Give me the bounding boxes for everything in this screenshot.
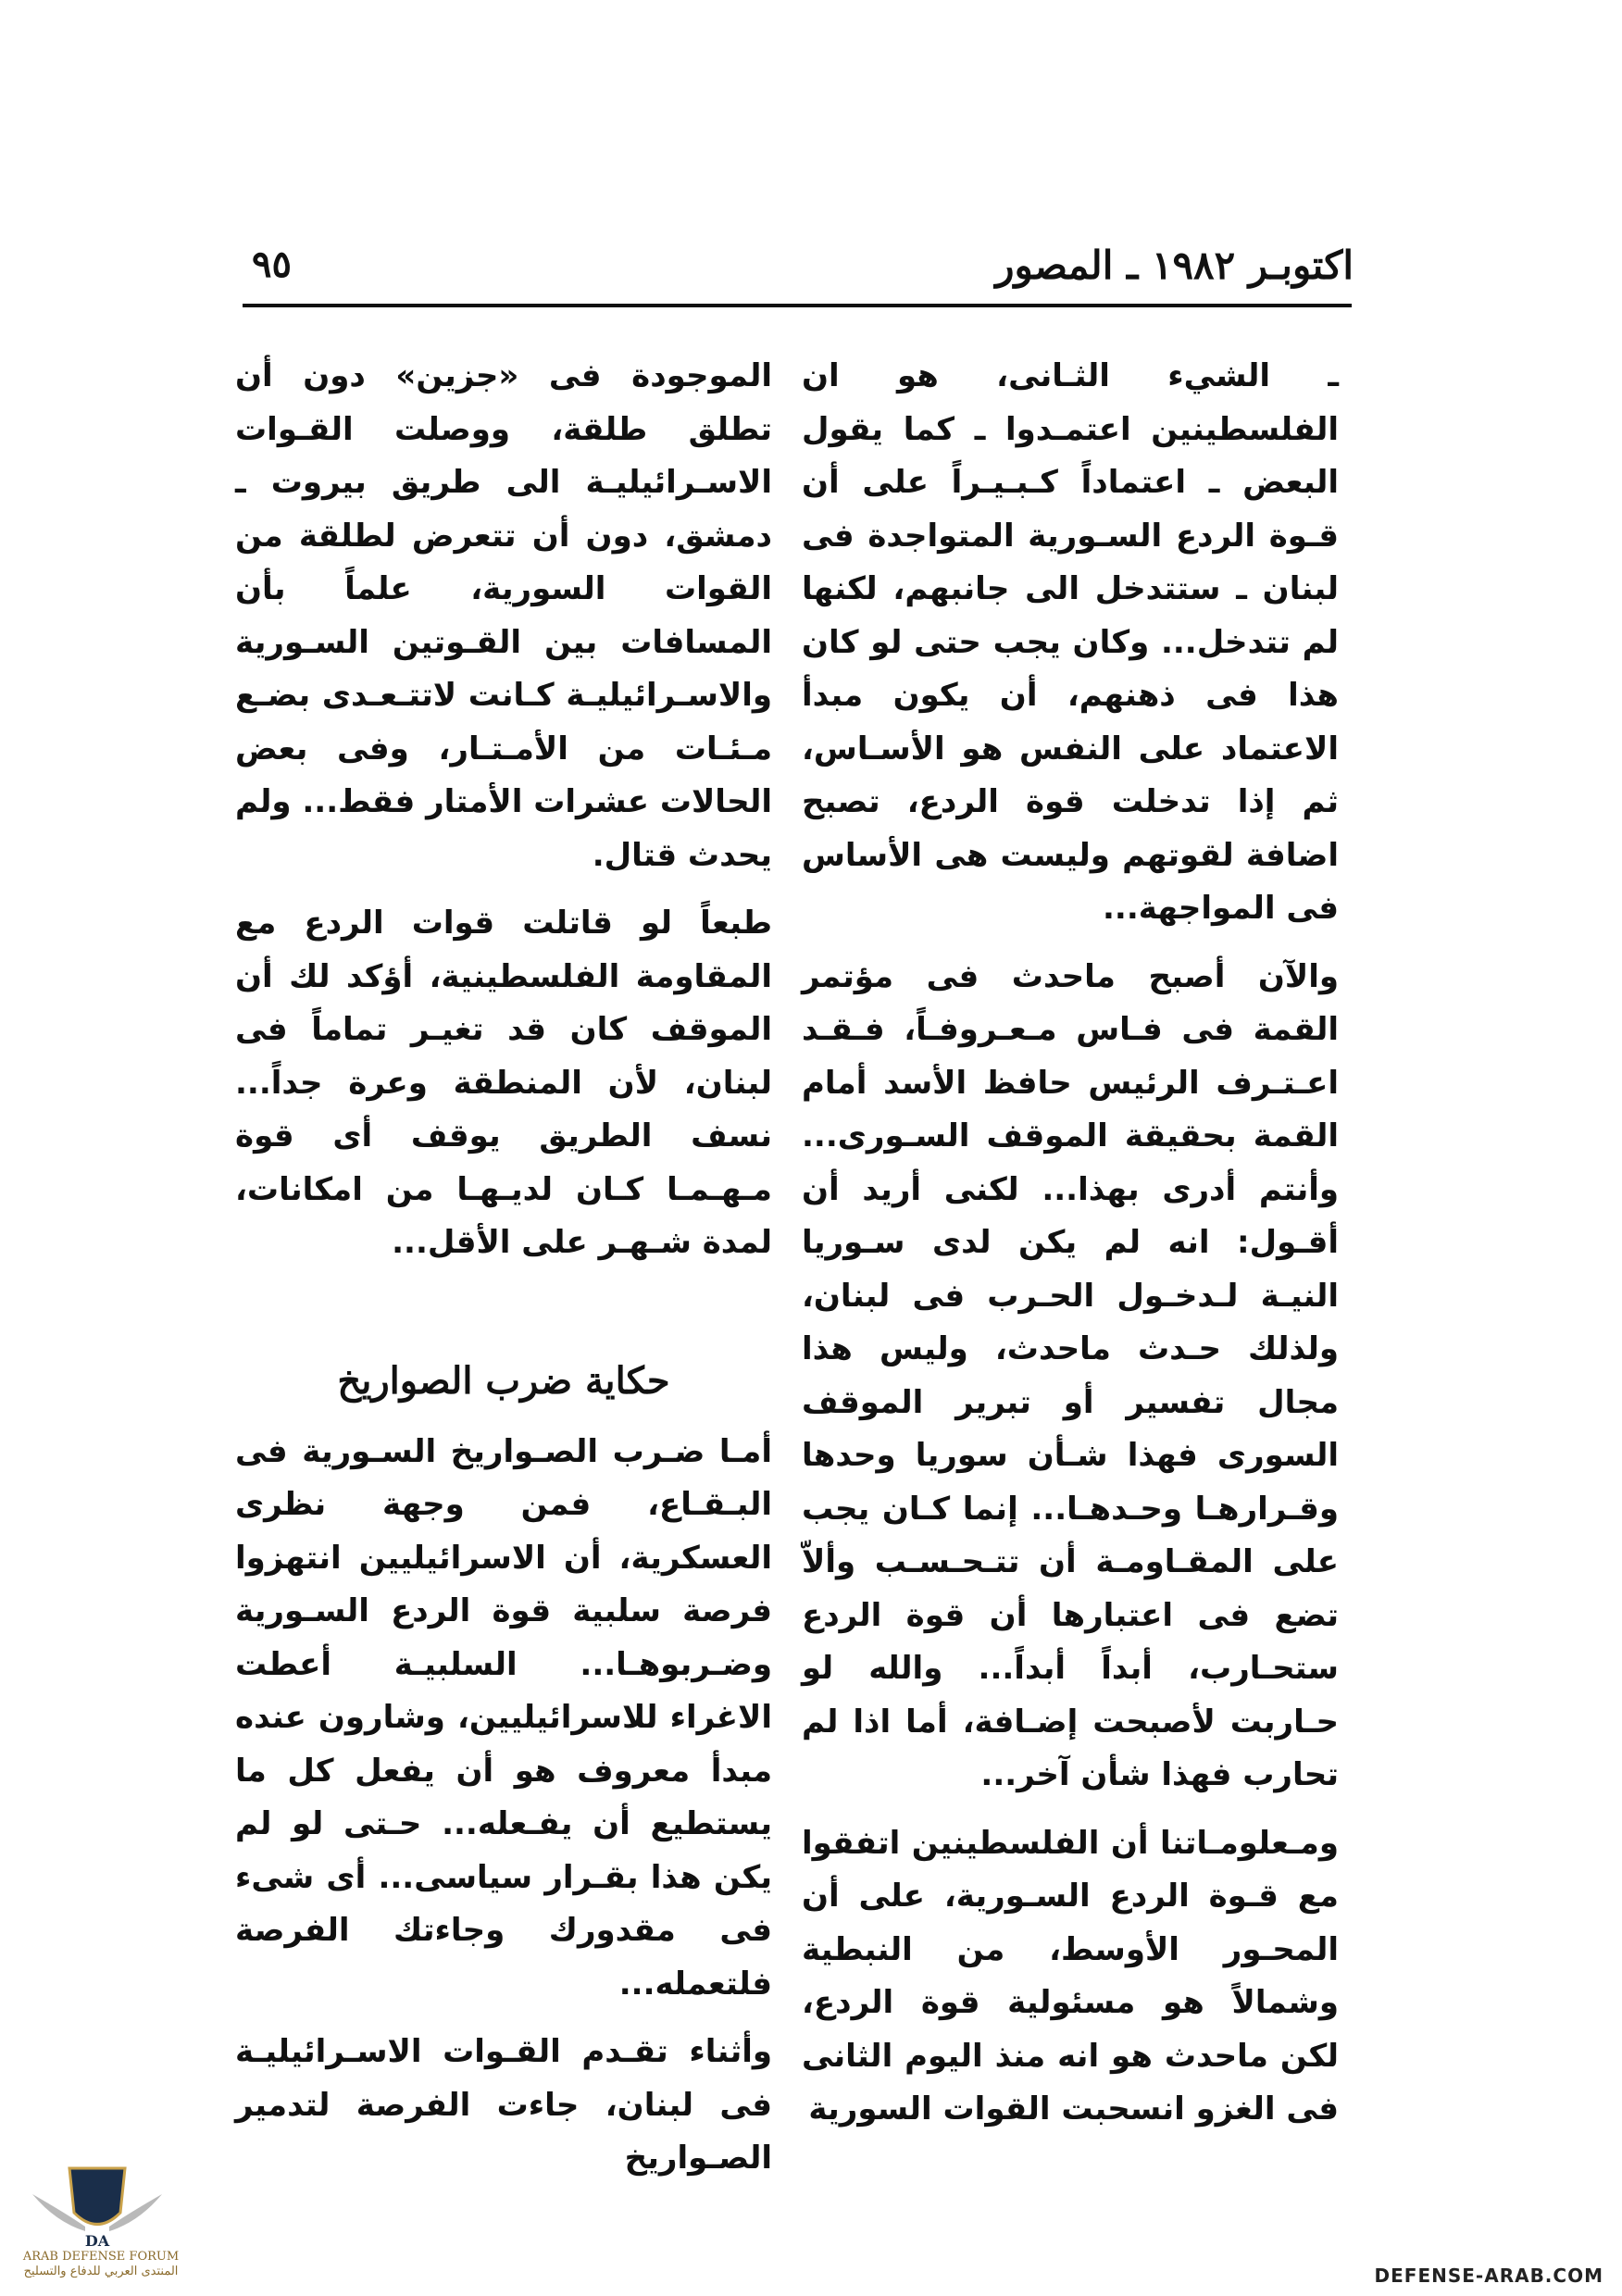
logo-caption-en: ARAB DEFENSE FORUM [22,2250,180,2264]
paragraph: وأثناء تقـدم القـوات الاسـرائيليـة فى لبنان، جاءت الفرصة لتدمير الصـواريخ [235,2033,772,2177]
page-number: ٩٥ [252,243,292,286]
paragraph: الموجودة فى «جزين» دون أن تطلق طلقة، ووصلت القـوات الاسـرائيليـة الى طريق بيروت ـ دمشق، دون أن تتعرض لطلقة من القوات السورية، علماً بأن المسافات بين القـوتين السـورية والاسـرائيليـة كـانت لاتتـعـدى بضـع مـئـات من الأمـتـار، وفى بعض الحالات عشرات الأمتار فقط... ولم يحدث قتال. [234,357,772,874]
header-title: اكتوبـر ١٩٨٢ ـ المصور [995,243,1354,288]
header-rule [243,304,1352,307]
left-column [235,350,772,2186]
paragraph: ـ الشيء الثـانى، هو ان الفلسطينين اعتمـدوا ـ كما يقول البعض ـ اعتماداً كـبـيـراً على أن قـوة الردع السـورية المتواجدة فى لبنان ـ ستتدخل الى جانبهم، لكنها لم تتدخل... وكان يجب حتى لو كان هذا فى ذهنهم، أن يكون مبدأ الاعتماد على النفس هو الأسـاس، ثم إذا تدخلت قوة الردع، تصبح اضافة لقوتهم وليست هى الأساس فى المواجهة... [802,357,1339,927]
site-watermark: DEFENSE-ARAB.COM [1374,2265,1603,2287]
paragraph: ومـعلومـاتنا أن الفلسطينين اتفقوا مع قـوة الردع السـورية، على أن المحـور الأوسط، من النبطية وشمالاً هو مسئولية قوة الردع، لكن ماحدث هو انه منذ اليوم الثانى فى الغزو انسحبت القوات السورية [802,1824,1339,2128]
logo-shield [69,2168,125,2225]
paragraph: والآن أصبح ماحدث فى مؤتمر القمة فى فـاس مـعـروفـاً، فـقـد اعـتـرف الرئيس حافظ الأسد أمام القمة بحقيقة الموقف السـورى... وأنتم أدرى بهذا... لكنى أريد أن أقـول: انه لم يكن لدى سـوريا النيـة لـدخـول الحـرب فى لبنان، ولذلك حـدث ماحدث، وليس هذا مجال تفسير أو تبرير الموقف السورى فهذا شـأن سوريا وحدها وقـرارهـا وحـدهـا... إنما كـان يجب على المقـاومـة أن تتـحـسـب وألاّ تضع فى اعتبارها أن قوة الردع ستحـارب، أبداً أبداً... والله لو حـاربت لأصبحت إضـافة، أما اذا لم تحارب فهذا شأن آخر... [802,957,1339,1793]
section-subheading: حكاية ضرب الصواريخ [337,1358,670,1403]
paragraph: طبعاً لو قاتلت قوات الردع مع المقاومة الفلسطينية، أؤكد لك أن الموقف كان قد تغيـر تماماً فى لبنان، لأن المنطقة وعرة جداً... نسف الطريق يوقف أى قوة مـهـمـا كـان لديـهـا من امكانات، لمدة شـهـر على الأقل... [235,905,772,1261]
paragraph: أمـا ضـرب الصـواريخ السـورية فى البـقـاع، فمن وجهة نظرى العسكرية، أن الاسرائيليين انتهزوا فرصة سلبية قوة الردع السـورية وضـربوهـا... السلبيـة أعطت الاغراء للاسرائيليين، وشارون عنده مبدأ معروف هو أن يفعل كل ما يستطيع أن يفـعله... حـتى لو لم يكن هذا بقـرار سياسى... أى شىء فى مقدورك وجاءتك الفرصة فلتعمله... [235,1432,772,2003]
running-header [243,243,1354,298]
logo-caption-ar: المنتدى العربي للدفاع والتسليح [23,2265,179,2278]
logo-letters: DA [84,2232,110,2250]
right-column [802,350,1339,2137]
logo-caption [22,2250,180,2279]
